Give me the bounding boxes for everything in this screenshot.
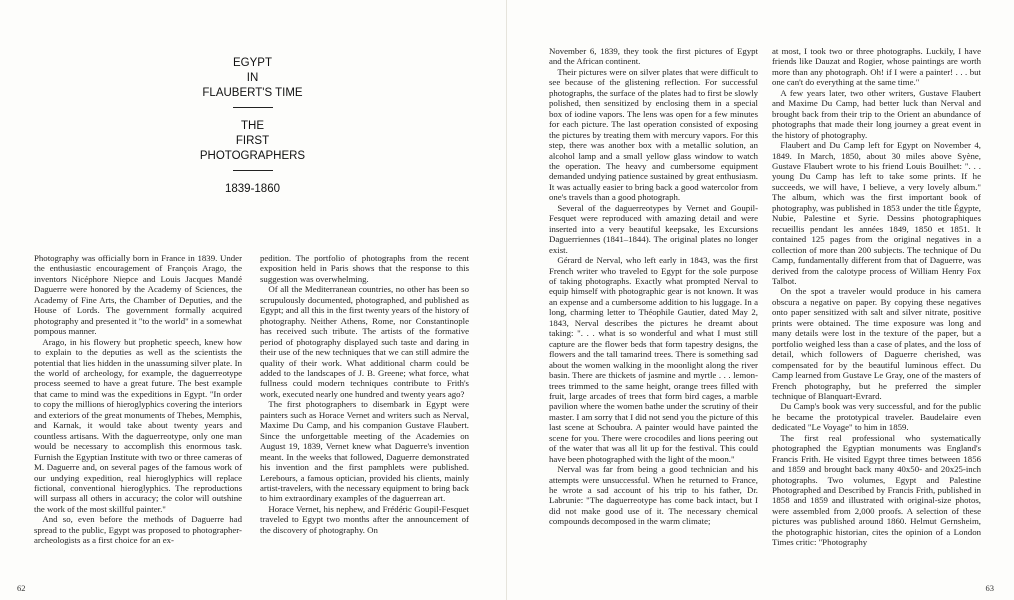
title-line-flauberts-time: FLAUBERT'S TIME	[202, 87, 303, 99]
paragraph: Horace Vernet, his nephew, and Frédéric Goupil-Fesquet traveled to Egypt two months after the announcement of the discovery of photography. On	[260, 503, 469, 535]
paragraph: Arago, in his flowery but prophetic speech, knew how to explain to the deputies as well as the scientists the potential that lies hidden in the unassuming silver plate. In the world of archeology, for example, the daguerreotype process seemed to have a great future. The best example that came to mind was the expeditions in Egypt. "In order to copy the millions of hieroglyphics covering the interiors and exteriors of the great monuments of Thebes, Memphis, and Karnak, it would take about twenty years and countless artisans. With the daguerreotype, only one man would be necessary to accomplish this enormous task. Furnish the Egyptian Institute with two or three cameras of M. Daguerre and, on several pages of the famous work of our undying expedition, real hieroglyphics will replace fictional, conventional hieroglyphics. The reproductions will surpass all others in accuracy; the color will outshine the work of the most skillful painter."	[34, 336, 242, 514]
paragraph: Gérard de Nerval, who left early in 1843, was the first French writer who traveled to Egypt for the sole purpose of taking photographs. Exactly what prompted Nerval to equip himself with photographic gear is not known. It was an expense and a cumbersome addition to his luggage. In a long, charming letter to Théophile Gautier, dated May 2, 1843, Nerval describes the pictures he dreamt about taking: ". . . what is so wonderful and what I must still capture are the flower beds that form tapestry designs, the flowers and the tall tamarind trees. There is something sad about the women walking in the moonlight along the river basin. There are thickets of jasmine and myrtle . . . lemon-trees trimmed to the same height, orange trees filled with fruit, large arcades of trees that form bird cages, a marble pavilion where the women bathe under the scrutiny of their master. I am sorry that I did not send you the picture of this last scene at Schoubra. A painter would have painted the scene for you. There were crocodiles and lions peering out of the water that was all lit up for the festival. This could have been photographed with the light of the moon."	[549, 255, 758, 464]
body-column-3	[549, 46, 758, 527]
title-divider	[233, 170, 273, 171]
body-column-2	[260, 253, 469, 535]
body-column-4	[772, 46, 981, 548]
paragraph: Flaubert and Du Camp left for Egypt on November 4, 1849. In March, 1850, about 30 miles above Syène, Gustave Flaubert wrote to his friend Louis Bouilhet: ". . . young Du Camp has left to take some prints. If he succeeds, we will have, I believe, a very lovely album." The album, which was the first important book of photography, was published in 1853 under the title Égypte, Nubie, Palestine et Syrie. Dessins photographiques recueillis pendant les années 1849, 1850 et 1851. It contained 125 pages from the original negatives in a collection of more than 200 subjects. The technique of Du Camp, fundamentally different from that of Daguerre, was derived from the calotype process of William Henry Fox Talbot.	[772, 140, 981, 286]
paragraph: Several of the daguerreotypes by Vernet and Goupil-Fesquet were reproduced with amazing detail and were inserted into a very beautiful keepsake, les Excursions Daguerriennes (1841–1844). The original plates no longer exist.	[549, 202, 758, 255]
paragraph: Nerval was far from being a good technician and his attempts were unsuccessful. When he returned to France, he wrote a sad account of his trip to his father, Dr. Labrunie: "The daguerreotype has come back intact, but I did not make good use of it. The necessary chemical compounds decomposed in the warm climate;	[549, 464, 758, 527]
title-line-the: THE	[241, 120, 264, 132]
right-page	[507, 0, 1014, 600]
paragraph: Their pictures were on silver plates that were difficult to see because of the glistening reflection. For successful photographs, the surface of the plates had to first be slowly polished, then sensitized by enclosing them in a special box of iodine vapors. The lens was open for a few minutes for each picture. The last operation consisted of exposing the pictures by treating them with mercury vapors. For this step, there was another box with a metallic solution, an alcohol lamp and a small yellow glass window to watch the operation. The heavy and cumbersome equipment demanded undying patience sustained by great enthusiasm. It was actually easier to bring back a good watercolor from one's travels than a good photograph.	[549, 66, 758, 203]
paragraph: at most, I took two or three photographs. Luckily, I have friends like Dauzat and Rogier, whose paintings are worth more than any photograph. Oh! if I were a painter! . . . but one can't do everything at the same time."	[772, 46, 981, 88]
paragraph: A few years later, two other writers, Gustave Flaubert and Maxime Du Camp, had better luck than Nerval and brought back from their trip to the Orient an abundance of photographs that made their long journey a great event in the history of photography.	[772, 87, 981, 140]
paragraph: November 6, 1839, they took the first pictures of Egypt and the African continent.	[549, 46, 758, 67]
page-number-left: 62	[17, 583, 26, 593]
paragraph: The first photographers to disembark in Egypt were painters such as Horace Vernet and writers such as Nerval, Maxime Du Camp, and his companion Gustave Flaubert. Since the unforgettable meeting of the Academies on August 19, 1839, Vernet knew what Daguerre's invention meant. In the weeks that followed, Daguerre demonstrated his invention and the first pamphlets were published. Lerebours, a famous optician, provided his clients, mainly artist-travelers, with the necessary equipment to bring back to him extraordinary examples of the daguerrean art.	[260, 399, 469, 504]
paragraph: Photography was officially born in France in 1839. Under the enthusiastic encouragement of François Arago, the inventors Nicéphore Niepce and Louis Jacques Mandé Daguerre were honored by the Academy of Sciences, the Academy of Fine Arts, the Chamber of Deputies, and the House of Lords. The government formally acquired photography and presented it "to the world" in a somewhat pompous manner.	[34, 253, 242, 337]
paragraph: Du Camp's book was very successful, and for the public he became the prototypical traveler. Baudelaire even dedicated "Le Voyage" to him in 1859.	[772, 401, 981, 433]
paragraph: And so, even before the methods of Daguerre had spread to the public, Egypt was proposed to photographer-archeologists as a first choice for an ex-	[34, 514, 242, 546]
body-column-1	[34, 253, 242, 546]
chapter-title-block	[180, 56, 325, 197]
paragraph: On the spot a traveler would produce in his camera obscura a negative on paper. By copying these negatives onto paper sensitized with salt and silver nitrate, positive prints were obtained. The time exposure was long and many details were lost in the texture of the paper, but a portfolio weighed less than a case of plates, and the loss of detail, which followers of Daguerre cherished, was compensated for by the beautiful luminous effect. Du Camp learned from Gustave Le Gray, one of the masters of French photography, but he preferred the simpler technique of Blanquart-Evrard.	[772, 286, 981, 401]
paragraph: Of all the Mediterranean countries, no other has been so scrupulously documented, photographed, and published as Egypt; and all this in the first twenty years of the history of photography. Neither Athens, Rome, nor Constantinople has received such tribute. The artists of the formative period of photography displayed such taste and daring in their use of the new techniques that we can still admire the quality of their work. What additional charm could be added to the landscapes of J. B. Greene; what force, what fullness could modern techniques contribute to Frith's work, executed nearly one hundred and twenty years ago?	[260, 284, 469, 399]
title-line-first: FIRST	[235, 135, 270, 147]
title-line-in: IN	[246, 72, 259, 84]
title-line-photographers: PHOTOGRAPHERS	[199, 150, 306, 162]
title-divider	[233, 107, 273, 108]
title-line-egypt: EGYPT	[233, 57, 272, 69]
paragraph: The first real professional who systematically photographed the Egyptian monuments was England's Francis Frith. He visited Egypt three times between 1856 and 1859 and brought back many 40x50- and 20x25-inch photographs. Two volumes, Egypt and Palestine Photographed and Described by Francis Frith, published in 1858 and 1859 and illustrated with original-size photos, were assembled from 2,000 proofs. A selection of these pictures was published around 1860. Helmut Gernsheim, the photographic historian, cites the opinion of a London Times critic: "Photography	[772, 432, 981, 548]
page-number-right: 63	[985, 583, 994, 593]
title-dates: 1839-1860	[225, 183, 280, 195]
paragraph: pedition. The portfolio of photographs from the recent exposition held in Paris shows that the response to this suggestion was overwhelming.	[260, 253, 469, 284]
